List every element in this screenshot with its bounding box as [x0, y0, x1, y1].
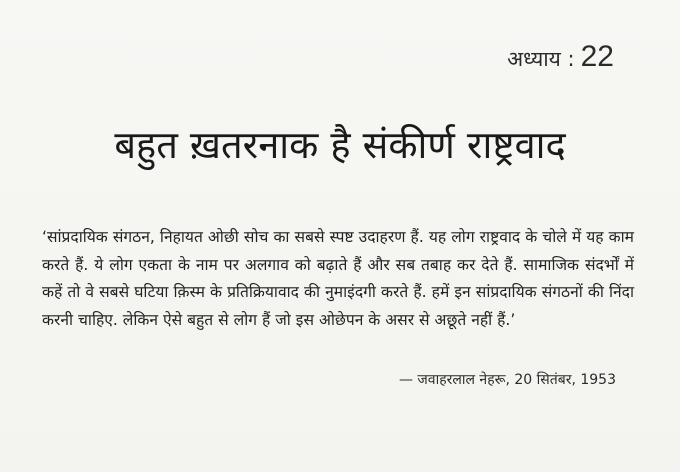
quote-paragraph: ‘सांप्रदायिक संगठन, निहायत ओछी सोच का सबसे स्पष्ट उदाहरण हैं. यह लोग राष्ट्रवाद के चोले में यह काम करते हैं. ये लोग एकता के नाम पर अलगाव को बढ़ाते हैं और सब तबाह कर देते हैं. सामाजिक संदर्भों में कहें तो वे सबसे घटिया क़िस्म के प्रतिक्रियावाद की नुमाइंदगी करते हैं. हमें इन सांप्रदायिक संगठनों की निंदा करनी चाहिए. लेकिन ऐसे बहुत से लोग हैं जो इस ओछेपन के असर से अछूते नहीं हैं.’: [42, 228, 634, 329]
chapter-title: बहुत ख़तरनाक है संकीर्ण राष्ट्रवाद: [114, 123, 566, 167]
chapter-word: अध्याय :: [507, 47, 575, 71]
chapter-label: [507, 40, 614, 74]
chapter-number: 22: [580, 40, 614, 73]
quote-attribution: — जवाहरलाल नेहरू, 20 सितंबर, 1953: [398, 372, 616, 388]
